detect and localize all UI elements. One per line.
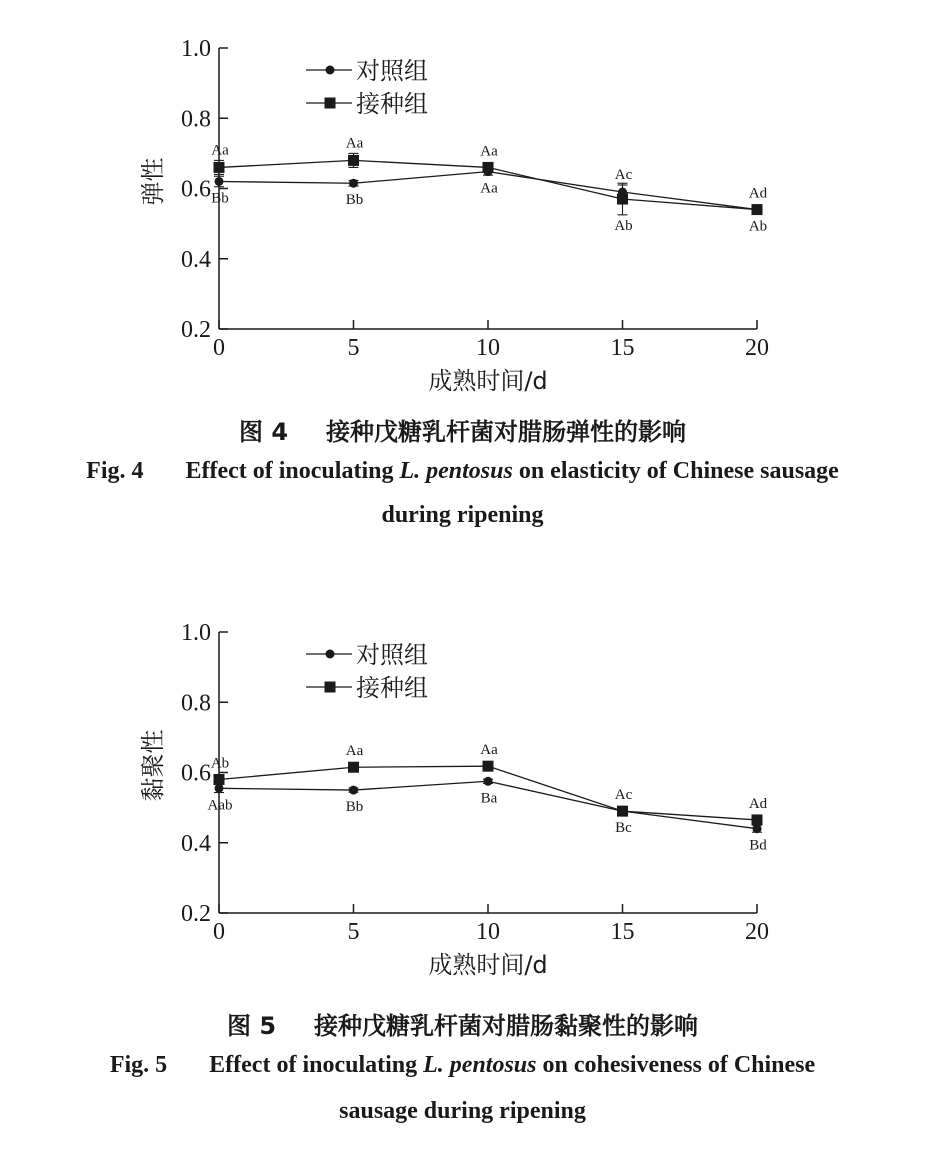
significance-label: Aab (207, 797, 233, 814)
x-axis-title: 成熟时间/d (428, 951, 548, 979)
x-tick-label: 10 (476, 335, 500, 361)
significance-label: Bb (345, 192, 364, 209)
caption-fig5-en-post1: on cohesiveness of Chinese (536, 1052, 816, 1078)
caption-fig5-en-species: L. pentosus (423, 1052, 537, 1078)
data-point-circle (484, 777, 493, 786)
significance-label: Aa (480, 180, 498, 197)
y-axis-title: 黏聚性 (139, 729, 167, 802)
y-tick-label: 1.0 (181, 620, 211, 646)
data-point-circle (349, 179, 358, 188)
significance-label: Ac (614, 166, 633, 183)
y-tick-label: 0.6 (181, 176, 211, 203)
significance-label: Ad (748, 185, 768, 202)
significance-label: Aa (480, 742, 498, 759)
y-tick-label: 0.8 (181, 690, 211, 717)
caption-fig4-en-post1: on elasticity of Chinese sausage (512, 458, 839, 484)
legend-marker-square (325, 98, 336, 109)
caption-fig5-cn-number: 图 5 (226, 1012, 277, 1040)
x-tick-label: 5 (347, 335, 360, 361)
caption-fig5-en-number: Fig. 5 (109, 1052, 168, 1078)
caption-fig5-en-pre: Effect of inoculating (209, 1052, 424, 1078)
data-point-square (752, 204, 763, 215)
caption-fig4-cn (0, 412, 925, 447)
data-point-square (214, 162, 225, 173)
x-axis-title: 成熟时间/d (428, 367, 548, 395)
data-point-circle (349, 786, 358, 795)
data-point-square (483, 761, 494, 772)
significance-label: Ab (210, 755, 230, 772)
significance-label: Ab (748, 218, 768, 235)
caption-fig4-en-line2 (0, 502, 925, 529)
significance-label: Bb (345, 799, 364, 816)
y-tick-label: 0.2 (181, 901, 211, 927)
caption-fig5-en-line2 (0, 1098, 925, 1125)
chart-fig4 (0, 0, 925, 400)
caption-fig4-en-post2: during ripening (381, 502, 544, 528)
legend-label: 对照组 (356, 641, 428, 669)
data-point-square (483, 162, 494, 173)
caption-fig5-cn (0, 1006, 925, 1041)
y-tick-label: 0.4 (181, 246, 211, 273)
chart-fig4-svg (0, 0, 925, 400)
significance-label: Ac (614, 787, 633, 804)
significance-label: Bc (615, 820, 632, 837)
significance-label: Aa (211, 142, 229, 159)
caption-fig4-cn-text: 接种戊糖乳杆菌对腊肠弹性的影响 (326, 418, 687, 446)
data-point-square (348, 155, 359, 166)
significance-label: Ab (614, 217, 633, 234)
x-tick-label: 10 (476, 919, 500, 945)
data-point-square (214, 774, 225, 785)
significance-label: Bb (211, 190, 229, 207)
caption-fig4-en-number: Fig. 4 (86, 458, 144, 484)
significance-label: Aa (480, 143, 498, 160)
y-tick-label: 1.0 (181, 36, 211, 62)
significance-label: Aa (345, 135, 364, 152)
x-tick-label: 0 (213, 919, 225, 945)
caption-fig4-cn-number: 图 4 (238, 418, 289, 446)
x-tick-label: 15 (610, 919, 635, 945)
x-tick-label: 20 (745, 335, 769, 361)
data-point-square (752, 814, 763, 825)
y-tick-label: 0.2 (181, 317, 211, 343)
y-tick-label: 0.8 (181, 106, 211, 133)
legend-marker-circle (326, 650, 335, 659)
caption-fig5-cn-text: 接种戊糖乳杆菌对腊肠黏聚性的影响 (314, 1012, 699, 1040)
legend-label: 接种组 (356, 90, 428, 118)
caption-fig5-en (0, 1052, 925, 1079)
y-axis-title: 弹性 (139, 157, 167, 206)
x-tick-label: 0 (213, 335, 225, 361)
data-point-circle (215, 177, 224, 186)
caption-fig5-en-post2: sausage during ripening (339, 1098, 586, 1124)
x-tick-label: 20 (745, 919, 769, 945)
chart-fig5 (0, 584, 925, 984)
chart-fig5-svg (0, 584, 925, 984)
caption-fig4-en-pre: Effect of inoculating (185, 458, 400, 484)
caption-fig4-en (0, 458, 925, 485)
significance-label: Ad (748, 795, 768, 812)
y-tick-label: 0.6 (181, 760, 211, 787)
data-point-square (348, 762, 359, 773)
significance-label: Aa (345, 743, 364, 760)
significance-label: Bd (749, 837, 767, 854)
significance-label: Ba (480, 790, 498, 807)
data-point-square (617, 194, 628, 205)
legend-marker-circle (326, 66, 335, 75)
y-tick-label: 0.4 (181, 830, 211, 857)
data-point-circle (215, 784, 224, 793)
caption-fig4-en-species: L. pentosus (399, 458, 513, 484)
legend-marker-square (325, 682, 336, 693)
data-point-circle (753, 824, 762, 833)
data-point-square (617, 806, 628, 817)
x-tick-label: 15 (610, 335, 635, 361)
x-tick-label: 5 (347, 919, 360, 945)
legend-label: 对照组 (356, 57, 428, 85)
legend-label: 接种组 (356, 674, 428, 702)
